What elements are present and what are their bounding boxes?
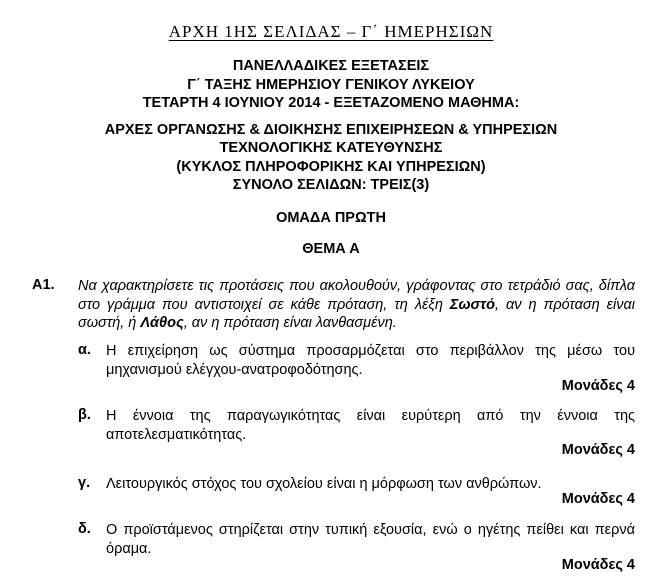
exam-header-line: ΤΕΤΑΡΤΗ 4 ΙΟΥΝΙΟΥ 2014 - ΕΞΕΤΑΖΟΜΕΝΟ ΜΑΘΗΜΑ:: [142, 95, 520, 111]
item-label: β.: [78, 407, 91, 423]
exam-header-line: Γ΄ ΤΑΞΗΣ ΗΜΕΡΗΣΙΟΥ ΓΕΝΙΚΟΥ ΛΥΚΕΙΟΥ: [187, 76, 475, 93]
question-intro: [78, 277, 635, 333]
question-intro-text: , αν η πρόταση είναι λανθασμένη.: [183, 315, 397, 331]
item-text: Ο προϊστάμενος στηρίζεται στην τυπική εξουσία, ενώ ο ηγέτης πείθει και περνά όραμα.: [106, 522, 635, 557]
word-correct: Σωστό: [449, 296, 495, 313]
item-label: δ.: [78, 521, 91, 537]
exam-header-line: ΑΡΧΕΣ ΟΡΓΑΝΩΣΗΣ & ΔΙΟΙΚΗΣΗΣ ΕΠΙΧΕΙΡΗΣΕΩΝ & ΥΠΗΡΕΣΙΩΝ: [104, 121, 558, 138]
question-intro-text: , αν η πρόταση είναι σωστή, ή: [78, 296, 636, 331]
page-header: ΑΡΧΗ 1ΗΣ ΣΕΛΙΔΑΣ – Γ΄ ΗΜΕΡΗΣΙΩΝ: [168, 22, 494, 41]
question-intro-text: Να χαρακτηρίσετε τις προτάσεις που ακολουθούν, γράφοντας στο τετράδιό σας, δίπλα στο γράμμα που αντιστοιχεί σε κάθε πρόταση, τη λέξη: [78, 278, 635, 313]
exam-header-line: ΣΥΝΟΛΟ ΣΕΛΙΔΩΝ: ΤΡΕΙΣ(3): [232, 177, 430, 193]
question-label: Α1.: [32, 277, 55, 293]
item-marks: Μονάδες 4: [561, 378, 635, 394]
exam-header-line: (ΚΥΚΛΟΣ ΠΛΗΡΟΦΟΡΙΚΗΣ ΚΑΙ ΥΠΗΡΕΣΙΩΝ): [176, 158, 486, 175]
exam-header-line: ΤΕΧΝΟΛΟΓΙΚΗΣ ΚΑΤΕΥΘΥΝΣΗΣ: [219, 140, 443, 156]
item-text: Η επιχείρηση ως σύστημα προσαρμόζεται στο περιβάλλον της μέσω του μηχανισμού ελέγχου-ανατροφοδότησης.: [106, 343, 635, 378]
item-text: Η έννοια της παραγωγικότητας είναι ευρύτερη από την έννοια της αποτελεσματικότητας.: [106, 408, 635, 443]
theme-title: ΘΕΜΑ Α: [302, 241, 360, 257]
exam-header: [0, 57, 662, 195]
exam-header-line: ΠΑΝΕΛΛΑΔΙΚΕΣ ΕΞΕΤΑΣΕΙΣ: [232, 58, 430, 74]
item-text: Λειτουργικός στόχος του σχολείου είναι η μόρφωση των ανθρώπων.: [106, 476, 542, 492]
item-marks: Μονάδες 4: [561, 491, 635, 507]
word-wrong: Λάθος: [140, 315, 184, 331]
item-marks: Μονάδες 4: [561, 442, 635, 458]
spacer: [0, 113, 662, 121]
item-label: γ.: [78, 475, 91, 491]
group-title: ΟΜΑΔΑ ΠΡΩΤΗ: [276, 210, 386, 226]
item-label: α.: [78, 342, 91, 358]
item-marks: Μονάδες 4: [561, 557, 635, 573]
